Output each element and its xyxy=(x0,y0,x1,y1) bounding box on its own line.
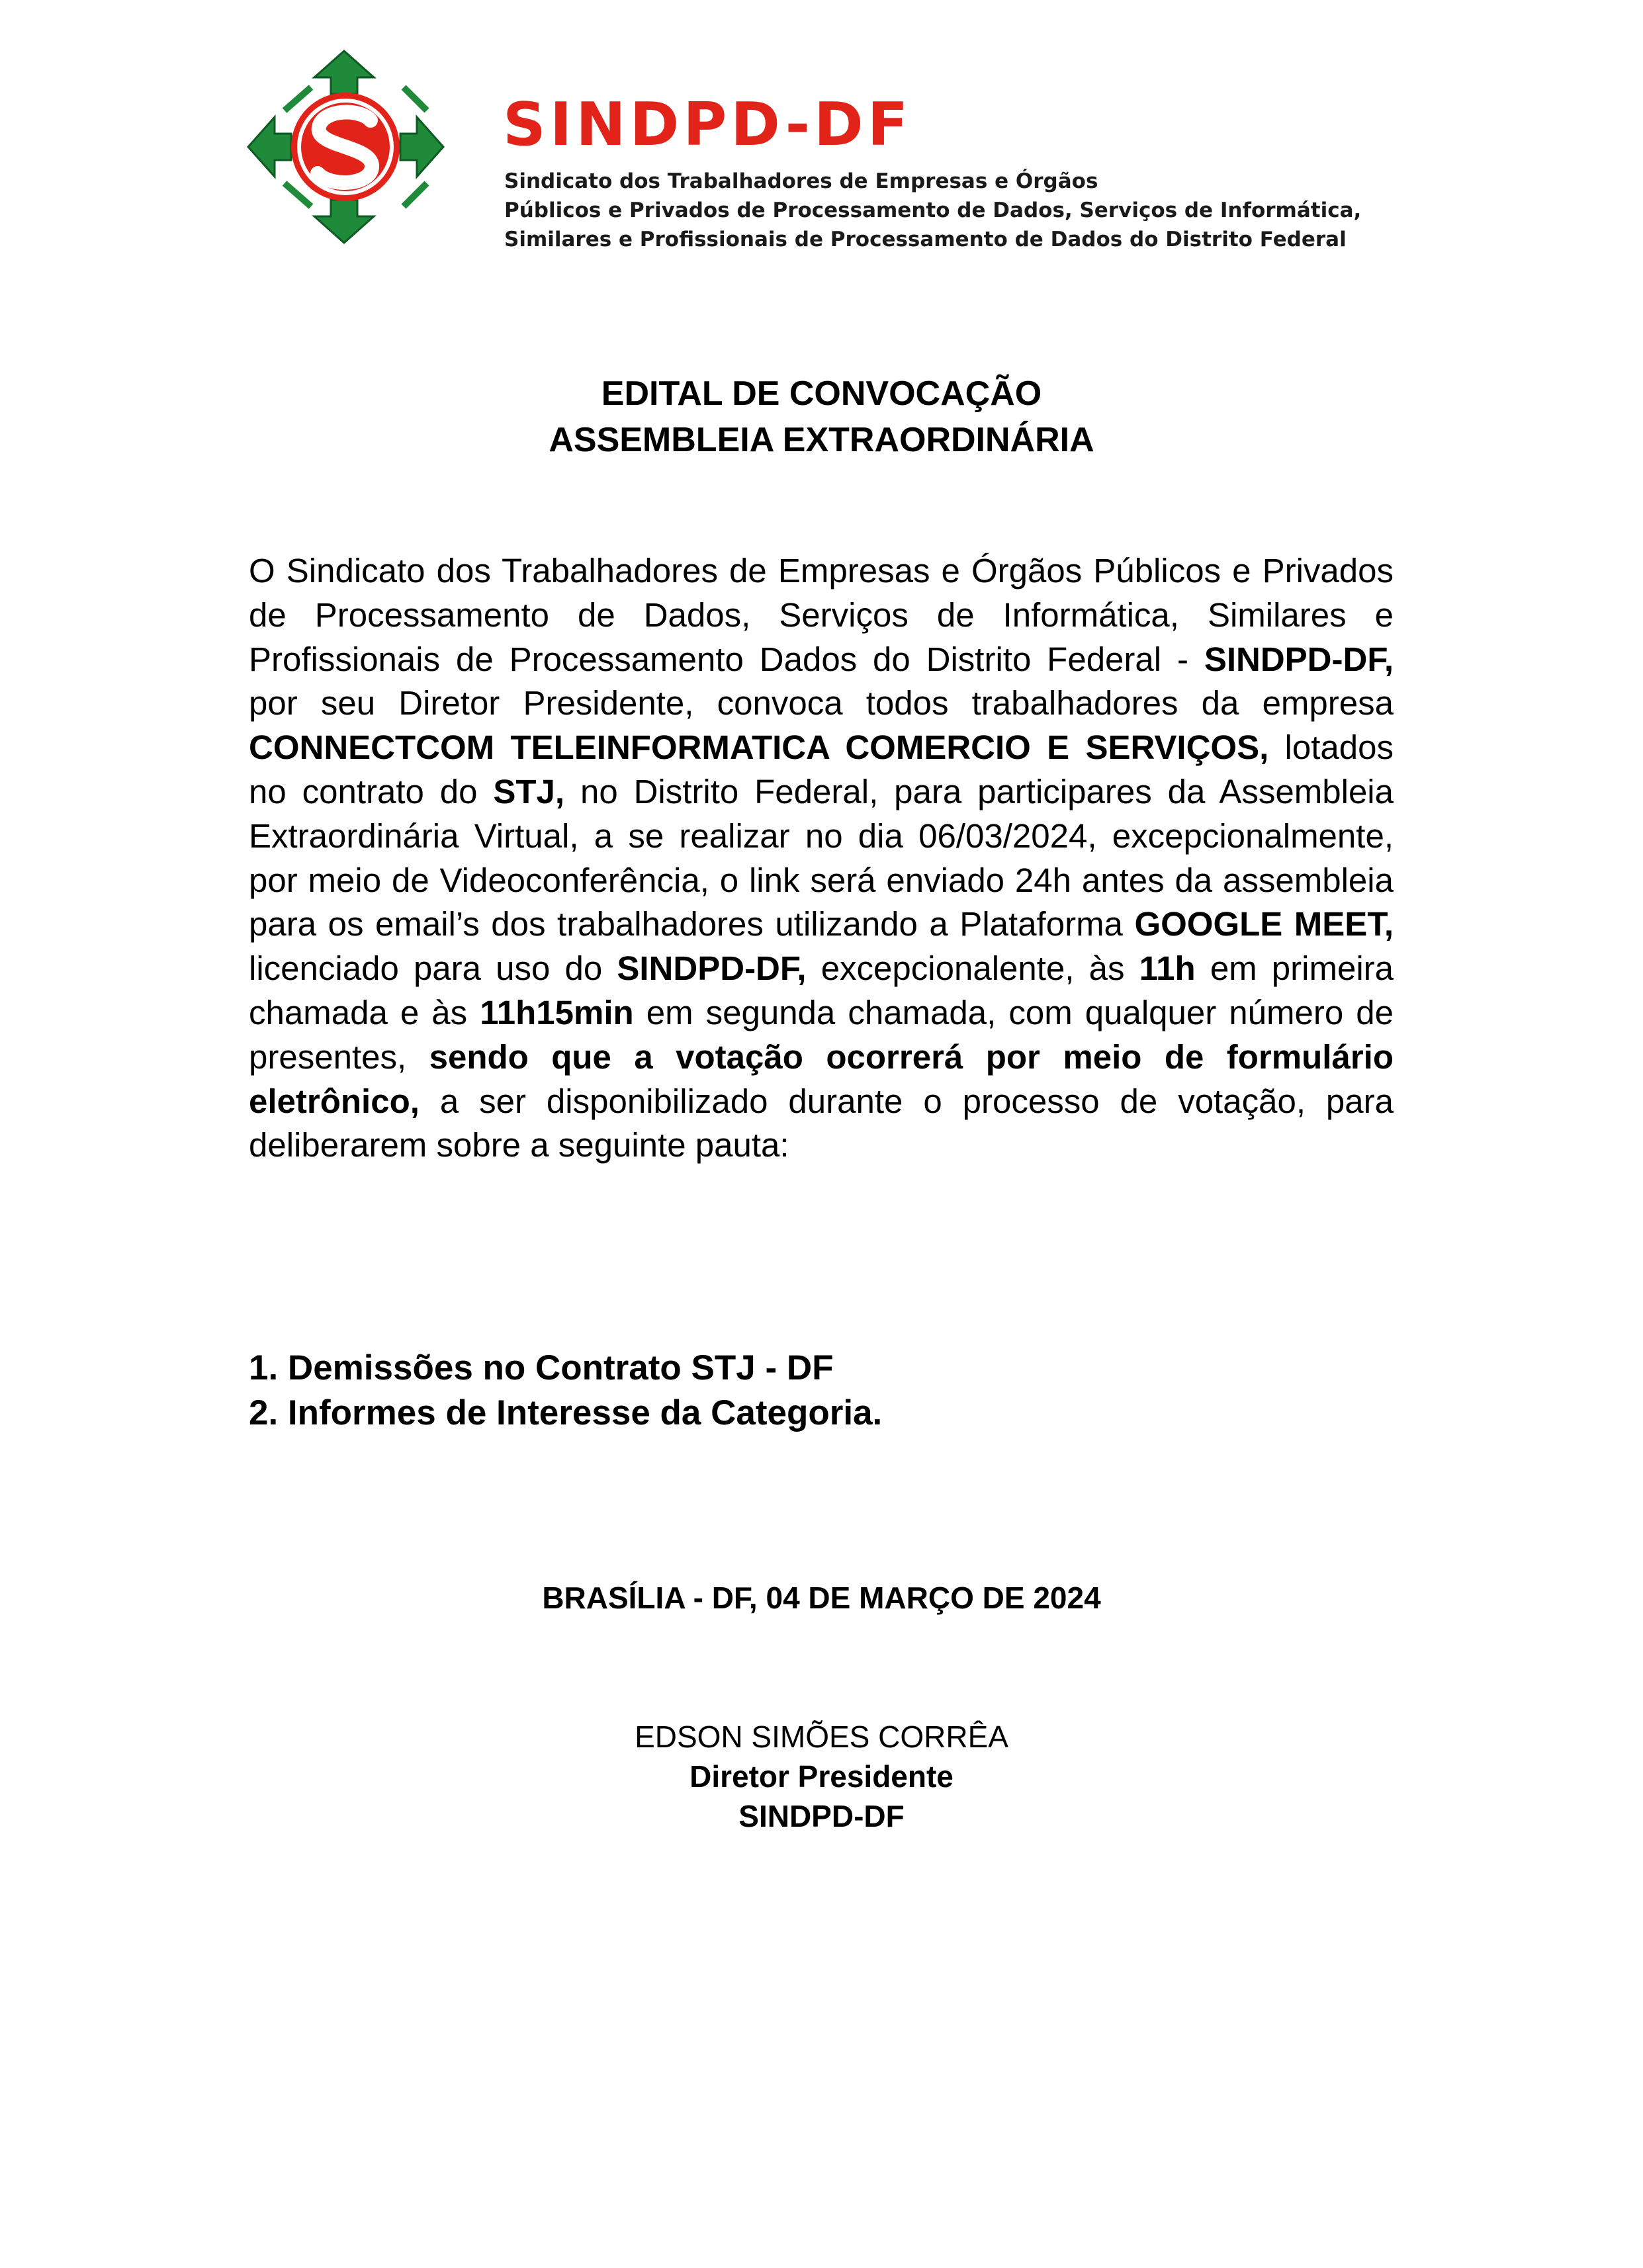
body-bold-segment: SINDPD-DF, xyxy=(617,949,807,988)
body-text-segment: por seu Diretor Presidente, convoca todos trabalhadores da empresa xyxy=(249,684,1394,722)
body-bold-segment: 11h xyxy=(1139,949,1196,988)
title-line-1: EDITAL DE CONVOCAÇÃO xyxy=(601,374,1042,413)
sindpd-logo-icon xyxy=(245,48,490,246)
body-text-segment: lotados no contrato do xyxy=(249,728,1394,810)
signatory-org: SINDPD-DF xyxy=(738,1799,905,1833)
org-description-line: Similares e Profissionais de Processamento de Dados do Distrito Federal xyxy=(504,228,1347,251)
org-description-line: Sindicato dos Trabalhadores de Empresas e Órgãos xyxy=(504,169,1098,193)
body-text-segment: em segunda chamada, com qualquer número de presentes, xyxy=(249,993,1394,1076)
letterhead xyxy=(245,48,1535,251)
body-bold-segment: 11h15min xyxy=(480,993,634,1031)
document-title xyxy=(0,371,1643,463)
body-bold-segment: sendo que a votação ocorrerá por meio de formulário eletrônico, xyxy=(249,1037,1394,1120)
org-description-line: Públicos e Privados de Processamento de Dados, Serviços de Informática, xyxy=(504,198,1362,222)
body-text-segment: em primeira chamada e às xyxy=(249,949,1394,1031)
agenda-item: 2. Informes de Interesse da Categoria. xyxy=(249,1393,883,1432)
body-bold-segment: GOOGLE MEET, xyxy=(1134,905,1394,943)
body-text-segment: no Distrito Federal, para participares da Assembleia Extraordinária Virtual, a se realizar no dia 06/03/2024, excepcionalmente, por meio de Videoconferência, o link será enviado 24h antes da assembleia para os email’s dos trabalhadores utilizando a Plataforma xyxy=(249,772,1394,943)
org-name: SINDPD-DF xyxy=(503,90,912,159)
body-bold-segment: CONNECTCOM TELEINFORMATICA COMERCIO E SERVIÇOS, xyxy=(249,728,1269,767)
body-bold-segment: SINDPD-DF, xyxy=(1204,640,1394,678)
body-bold-segment: STJ, xyxy=(493,772,565,810)
place-date: BRASÍLIA - DF, 04 DE MARÇO DE 2024 xyxy=(542,1581,1101,1615)
convocation-body xyxy=(249,549,1394,1168)
signature-block xyxy=(0,1717,1643,1836)
body-text-segment: licenciado para uso do xyxy=(249,949,617,988)
body-text-segment: O Sindicato dos Trabalhadores de Empresas e Órgãos Públicos e Privados de Processamento de Dados, Serviços de Informática, Similares e Profissionais de Processamento Dados do Distrito Federal - xyxy=(249,552,1394,678)
signatory-name: EDSON SIMÕES CORRÊA xyxy=(635,1720,1008,1754)
body-text-segment: excepcionalente, às xyxy=(806,949,1139,988)
org-description xyxy=(504,167,1361,254)
body-text-segment: a ser disponibilizado durante o processo de votação, para deliberarem sobre a seguinte pauta: xyxy=(249,1082,1394,1164)
agenda-list xyxy=(249,1346,1394,1436)
agenda-item: 1. Demissões no Contrato STJ - DF xyxy=(249,1348,834,1387)
title-line-2: ASSEMBLEIA EXTRAORDINÁRIA xyxy=(549,421,1094,459)
signatory-role: Diretor Presidente xyxy=(689,1759,954,1794)
